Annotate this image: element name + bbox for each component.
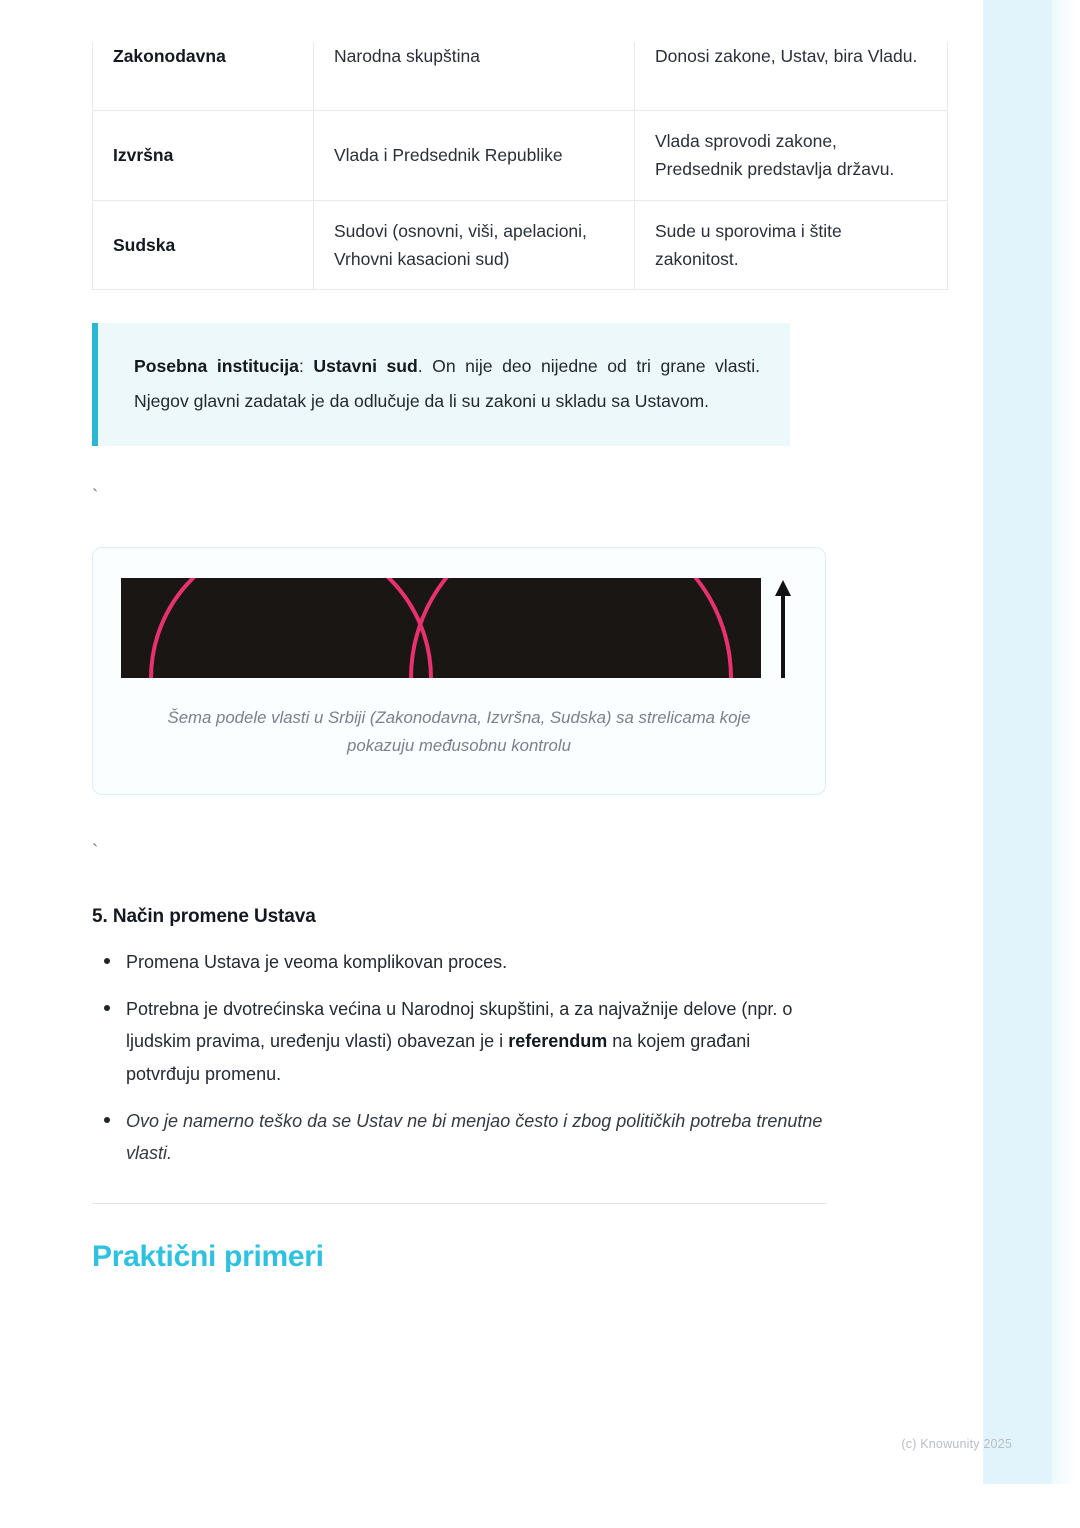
list-item-text: Potrebna je dvotrećinska većina u Narodnoj skupštini, a za najvažnije delove (npr. o ljudskim pravima, uređenju vlasti) obavezan je i (126, 999, 793, 1052)
list-item-text: Ovo je namerno teško da se Ustav ne bi menjao često i zbog političkih potreba trenutne vlasti. (126, 1110, 823, 1163)
branches-diagram-svg (121, 578, 797, 678)
table-cell-organ: Vlada i Predsednik Republike (314, 111, 635, 201)
callout-box (92, 323, 790, 446)
table-row (93, 111, 948, 201)
list-item-text-tail: na kojem građani potvrđuju promenu. (126, 1031, 751, 1084)
table-cell-role: Sude u sporovima i štite zakonitost. (635, 200, 948, 290)
callout-term: Ustavni sud (313, 356, 418, 377)
watermark: (c) Knowunity 2025 (901, 1437, 1012, 1451)
section-bullet-list (92, 946, 826, 1168)
callout-lead: Posebna institucija (134, 356, 299, 377)
list-item (122, 946, 826, 978)
callout-body: . On nije deo nijedne od tri grane vlasti. Njegov glavni zadatak je da odlučuje da li su zakoni u skladu sa Ustavom. (134, 356, 760, 411)
callout-text (134, 349, 760, 418)
document-content (92, 0, 918, 1274)
table-cell-branch: Zakonodavna (93, 42, 314, 111)
page-side-strip (972, 0, 1080, 1484)
figure-card (92, 547, 826, 795)
list-item-emphasis: referendum (508, 1031, 608, 1052)
backtick-mark-2: ` (92, 842, 99, 864)
page-side-strip-inner (984, 0, 1052, 1484)
table-cell-organ: Narodna skupština (314, 42, 635, 111)
list-item-text: Promena Ustava je veoma komplikovan proces. (126, 952, 508, 973)
government-branches-table (92, 42, 948, 290)
table-row (93, 42, 948, 111)
list-item (122, 993, 826, 1089)
table-row (93, 200, 948, 290)
page-title: Praktični primeri (92, 1239, 324, 1273)
callout-separator: : (298, 356, 314, 377)
section-heading: 5. Način promene Ustava (92, 906, 316, 928)
table-cell-branch: Sudska (93, 200, 314, 290)
table-cell-branch: Izvršna (93, 111, 314, 201)
section-divider (92, 1203, 826, 1204)
backtick-mark-1: ` (92, 486, 99, 508)
table-cell-role: Vlada sprovodi zakone, Predsednik predstavlja državu. (635, 111, 948, 201)
table-cell-organ: Sudovi (osnovni, viši, apelacioni, Vrhovni kasacioni sud) (314, 200, 635, 290)
up-arrow-icon (775, 580, 791, 678)
table-cell-role: Donosi zakone, Ustav, bira Vladu. (635, 42, 948, 111)
figure-image (121, 578, 797, 678)
list-item (122, 1105, 826, 1169)
figure-caption: Šema podele vlasti u Srbiji (Zakonodavna, Izvršna, Sudska) sa strelicama koje pokazuju međusobnu kontrolu (167, 707, 751, 756)
